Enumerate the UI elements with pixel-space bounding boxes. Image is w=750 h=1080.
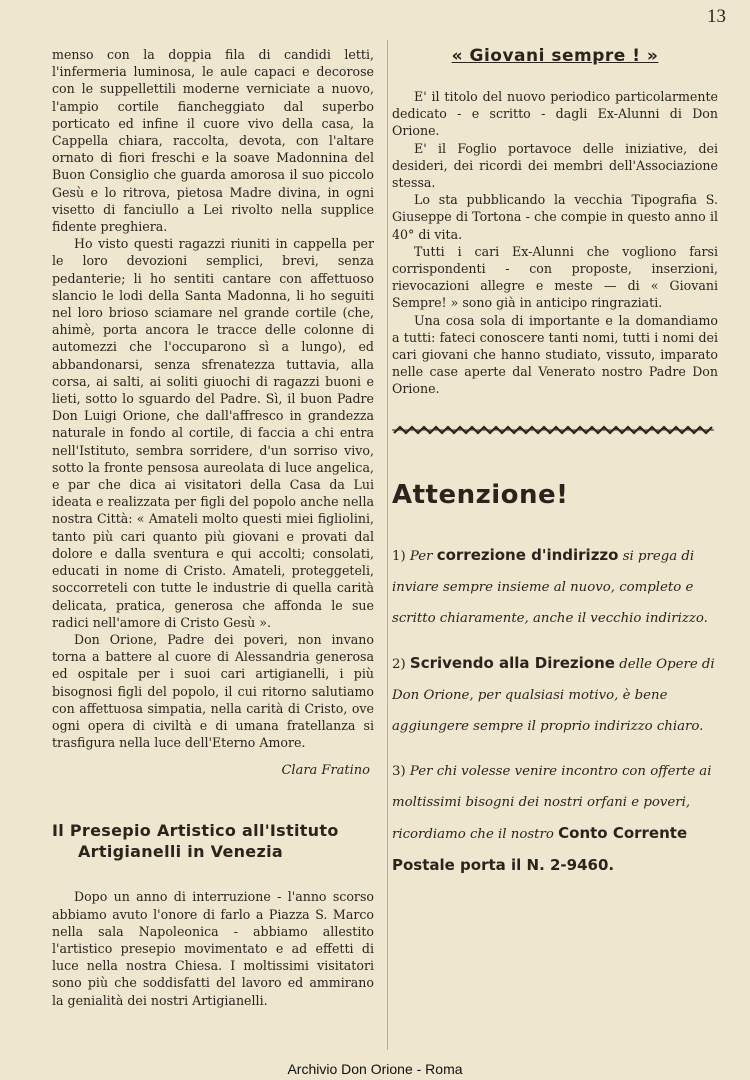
giovani-paragraph-3: Lo sta pubblicando la vecchia Tipografia S. Giuseppe di Tortona - che compie in questo anno il 40° di vita. — [392, 192, 718, 242]
notice-item-2-number: 2) — [392, 656, 406, 672]
archive-footer: Archivio Don Orione - Roma — [287, 1061, 463, 1077]
page-number: 13 — [707, 6, 726, 27]
article2-title-line2: Artigianelli in Venezia — [78, 842, 283, 862]
notice-item-3-bold: Conto Corrente Postale porta il N. 2-9460. — [392, 823, 688, 874]
notice-item-3-number: 3) — [392, 763, 406, 779]
notice-item-1-post: si prega di inviare sempre insieme al nuovo, completo e scritto chiaramente, anche il vecchio indirizzo. — [392, 548, 708, 626]
notice-item-2-bold: Scrivendo alla Direzione — [409, 653, 615, 672]
article1-signature: Clara Fratino — [281, 763, 370, 779]
attention-heading: Attenzione! — [392, 479, 569, 510]
notice-item-3-pre: Per chi volesse venire incontro con offerte ai moltissimi bisogni dei nostri orfani e poveri, ricordiamo che il nostro — [392, 763, 712, 842]
giovani-paragraph-5: Una cosa sola di importante e la domandiamo a tutti: fateci conoscere tanti nomi, tutti i nomi dei cari giovani che hanno studiato, vissuto, imparato nelle case aperte dal Venerato nostro Padre Don Orione. — [392, 312, 718, 397]
notice-item-1-number: 1) — [392, 548, 406, 564]
column-divider — [387, 40, 388, 1050]
article2-title-line1: Il Presepio Artistico all'Istituto — [52, 821, 339, 841]
article1-paragraph-2: Ho visto questi ragazzi riuniti in cappella per le loro devozioni semplici, brevi, senza pedanterie; li ho sentiti cantare con affettuoso slancio le lodi della Santa Madonna, li ho seguiti nel loro brioso sciamare nel grande cortile (che, ahimè, porta ancora le tracce delle colonne di automezzi che l'occuparono sì a lungo), ed abbandonarsi, senza sfrenatezza tuttavia, alla corsa, ai salti, ai soliti giuochi di ragazzi buoni e lieti, sotto lo sguardo del Padre. Sì, il buon Padre Don Luigi Orione, che dall'affresco in grandezza naturale in fondo al cortile, di faccia a chi entra nell'Istituto, sembra sorridere, d'un sorriso vivo, sotto la fronte pensosa aureolata di luce angelica, e par che dica ai visitatori della Casa da Lui ideata e realizzata per figli del popolo anche nella nostra Città: « Amateli molto questi miei figliolini, tanto più cari quanto più giovani e provati dal dolore e dalla sventura e qui accolti; consolati, educati in nome di Cristo. Amateli, proteggeteli, soccorreteli con tutte le industrie di quella carità delicata, pratica, generosa che affonda le sue radici nell'amore di Cristo Gesù ». — [52, 236, 374, 630]
article2-title — [52, 820, 374, 862]
notice-item-1 — [392, 540, 718, 634]
notice-item-1-bold: correzione d'indirizzo — [436, 545, 619, 564]
notice-item-2 — [392, 648, 718, 742]
ornamental-divider — [392, 424, 714, 436]
giovani-paragraph-2: E' il Foglio portavoce delle iniziative, dei desideri, dei ricordi dei membri dell'Associazione stessa. — [392, 140, 718, 191]
notice-item-2-post: delle Opere di Don Orione, per qualsiasi motivo, è bene aggiungere sempre il proprio indirizzo chiaro. — [392, 656, 715, 734]
giovani-sempre-title: « Giovani sempre ! » — [451, 46, 659, 66]
right-column — [392, 42, 718, 896]
article1-paragraph-1: menso con la doppia fila di candidi letti, l'infermeria luminosa, le aule capaci e decorose con le suppellettili moderne verniciate a nuovo, l'ampio cortile fiancheggiato dal superbo porticato ed infine il cuore vivo della casa, la Cappella chiara, raccolta, devota, con l'altare ornato di fiori freschi e la soave Madonnina del Buon Consiglio che guarda amorosa il suo piccolo Gesù e lo ritrova, pietosa Madre divina, in ogni visetto di fanciullo a Lei rivolto nella supplice fidente preghiera. — [52, 47, 374, 235]
giovani-paragraph-4: Tutti i cari Ex-Alunni che vogliono farsi corrispondenti - con proposte, inserzioni, rievocazioni allegre e meste — di « Giovani Sempre! » sono già in anticipo ringraziati. — [392, 243, 718, 311]
notice-item-1-pre: Per — [409, 548, 433, 564]
notice-item-3 — [392, 756, 718, 882]
giovani-paragraph-1: E' il titolo del nuovo periodico particolarmente dedicato - e scritto - dagli Ex-Alunni di Don Orione. — [392, 89, 718, 139]
article2-paragraph: Dopo un anno di interruzione - l'anno scorso abbiamo avuto l'onore di farlo a Piazza S. Marco nella sala Napoleonica - abbiamo allestito l'artistico presepio movimentato e ad effetti di luce nella nostra Chiesa. I moltissimi visitatori sono più che soddisfatti del lavoro ed ammirano la genialità dei nostri Artigianelli. — [52, 889, 374, 1008]
left-column — [52, 46, 374, 1009]
article1-paragraph-3: Don Orione, Padre dei poveri, non invano torna a battere al cuore di Alessandria generosa ed ospitale per i suoi cari artigianelli, i più bisognosi figli del popolo, il cui ritorno salutiamo con affettuosa simpatia, nella carità di Cristo, ove ogni opera di civiltà e di umana fratellanza si trasfigura nella luce dell'Eterno Amore. — [52, 631, 374, 751]
